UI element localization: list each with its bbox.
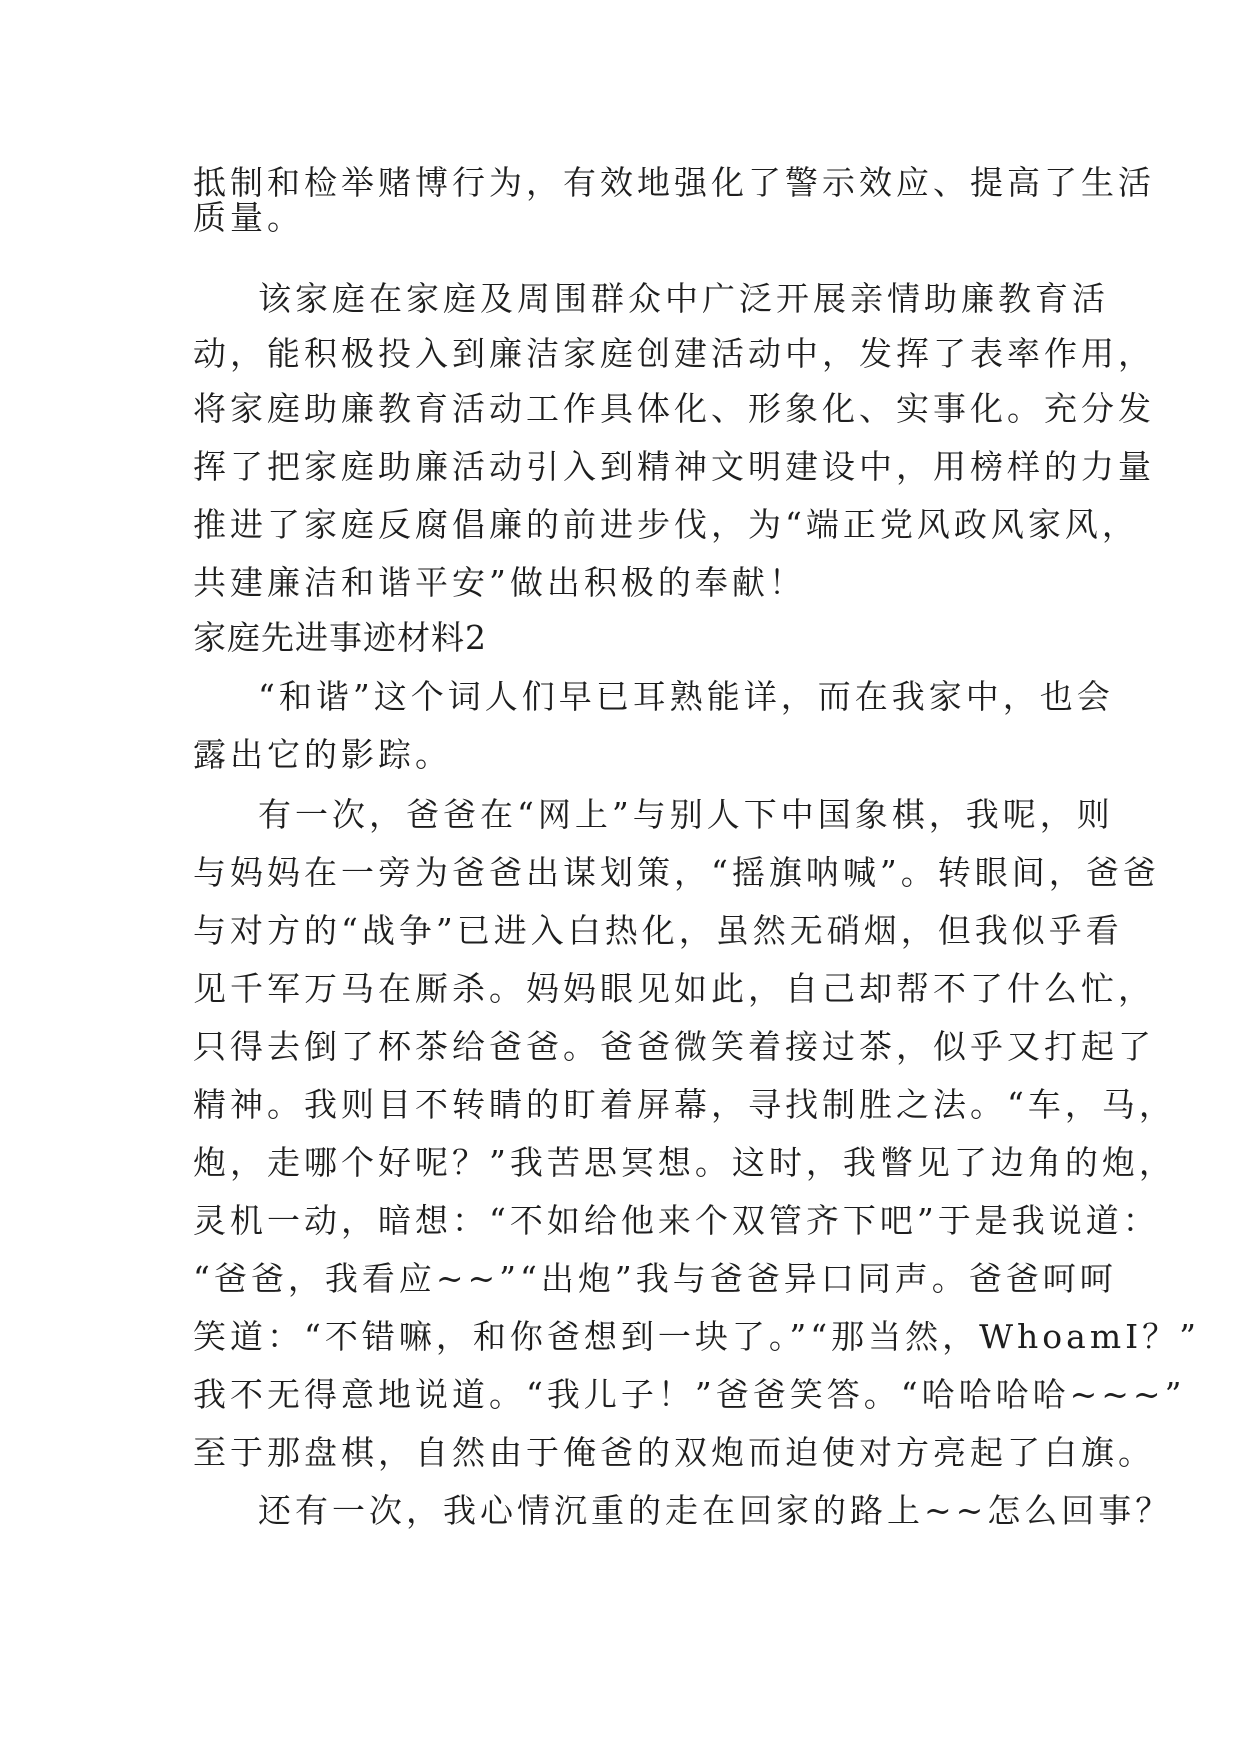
text-line: 抵制和检举赌博行为，有效地强化了警示效应、提高了生活 xyxy=(193,163,1155,202)
text-line: 挥了把家庭助廉活动引入到精神文明建设中，用榜样的力量 xyxy=(193,447,1155,486)
text-line: 只得去倒了杯茶给爸爸。爸爸微笑着接过茶，似乎又打起了 xyxy=(193,1027,1155,1066)
paragraph-first-line: 还有一次，我心情沉重的走在回家的路上~~怎么回事？ xyxy=(258,1491,1173,1530)
text-line: 与妈妈在一旁为爸爸出谋划策，“摇旗呐喊”。转眼间，爸爸 xyxy=(193,853,1160,892)
text-line: 将家庭助廉教育活动工作具体化、形象化、实事化。充分发 xyxy=(193,389,1155,428)
text-line: 精神。我则目不转睛的盯着屏幕，寻找制胜之法。“车，马， xyxy=(193,1085,1176,1124)
text-line: 质量。 xyxy=(193,198,304,237)
text-line: 我不无得意地说道。“我儿子！”爸爸笑答。“哈哈哈哈~~~” xyxy=(193,1375,1186,1414)
paragraph-first-line: 该家庭在家庭及周围群众中广泛开展亲情助廉教育活 xyxy=(258,279,1109,318)
text-line: 动，能积极投入到廉洁家庭创建活动中，发挥了表率作用， xyxy=(193,334,1155,373)
text-line: 与对方的“战争”已进入白热化，虽然无硝烟，但我似乎看 xyxy=(193,911,1123,950)
section-heading: 家庭先进事迹材料2 xyxy=(193,618,487,657)
text-line: 炮，走哪个好呢？”我苦思冥想。这时，我瞥见了边角的炮， xyxy=(193,1143,1176,1182)
text-line: 露出它的影踪。 xyxy=(193,735,452,774)
text-line: “爸爸，我看应~~”“出炮”我与爸爸异口同声。爸爸呵呵 xyxy=(193,1259,1117,1298)
text-line: 至于那盘棋，自然由于俺爸的双炮而迫使对方亮起了白旗。 xyxy=(193,1433,1155,1472)
text-line: 推进了家庭反腐倡廉的前进步伐，为“端正党风政风家风， xyxy=(193,505,1139,544)
text-line: 灵机一动，暗想：“不如给他来个双管齐下吧”于是我说道： xyxy=(193,1201,1160,1240)
text-line: 共建廉洁和谐平安”做出积极的奉献！ xyxy=(193,563,806,602)
text-line: 见千军万马在厮杀。妈妈眼见如此，自己却帮不了什么忙， xyxy=(193,969,1155,1008)
text-line: 笑道：“不错嘛，和你爸想到一块了。”“那当然，WhoamI？” xyxy=(193,1317,1201,1356)
paragraph-first-line: “和谐”这个词人们早已耳熟能详，而在我家中，也会 xyxy=(258,677,1114,716)
paragraph-first-line: 有一次，爸爸在“网上”与别人下中国象棋，我呢，则 xyxy=(258,795,1114,834)
